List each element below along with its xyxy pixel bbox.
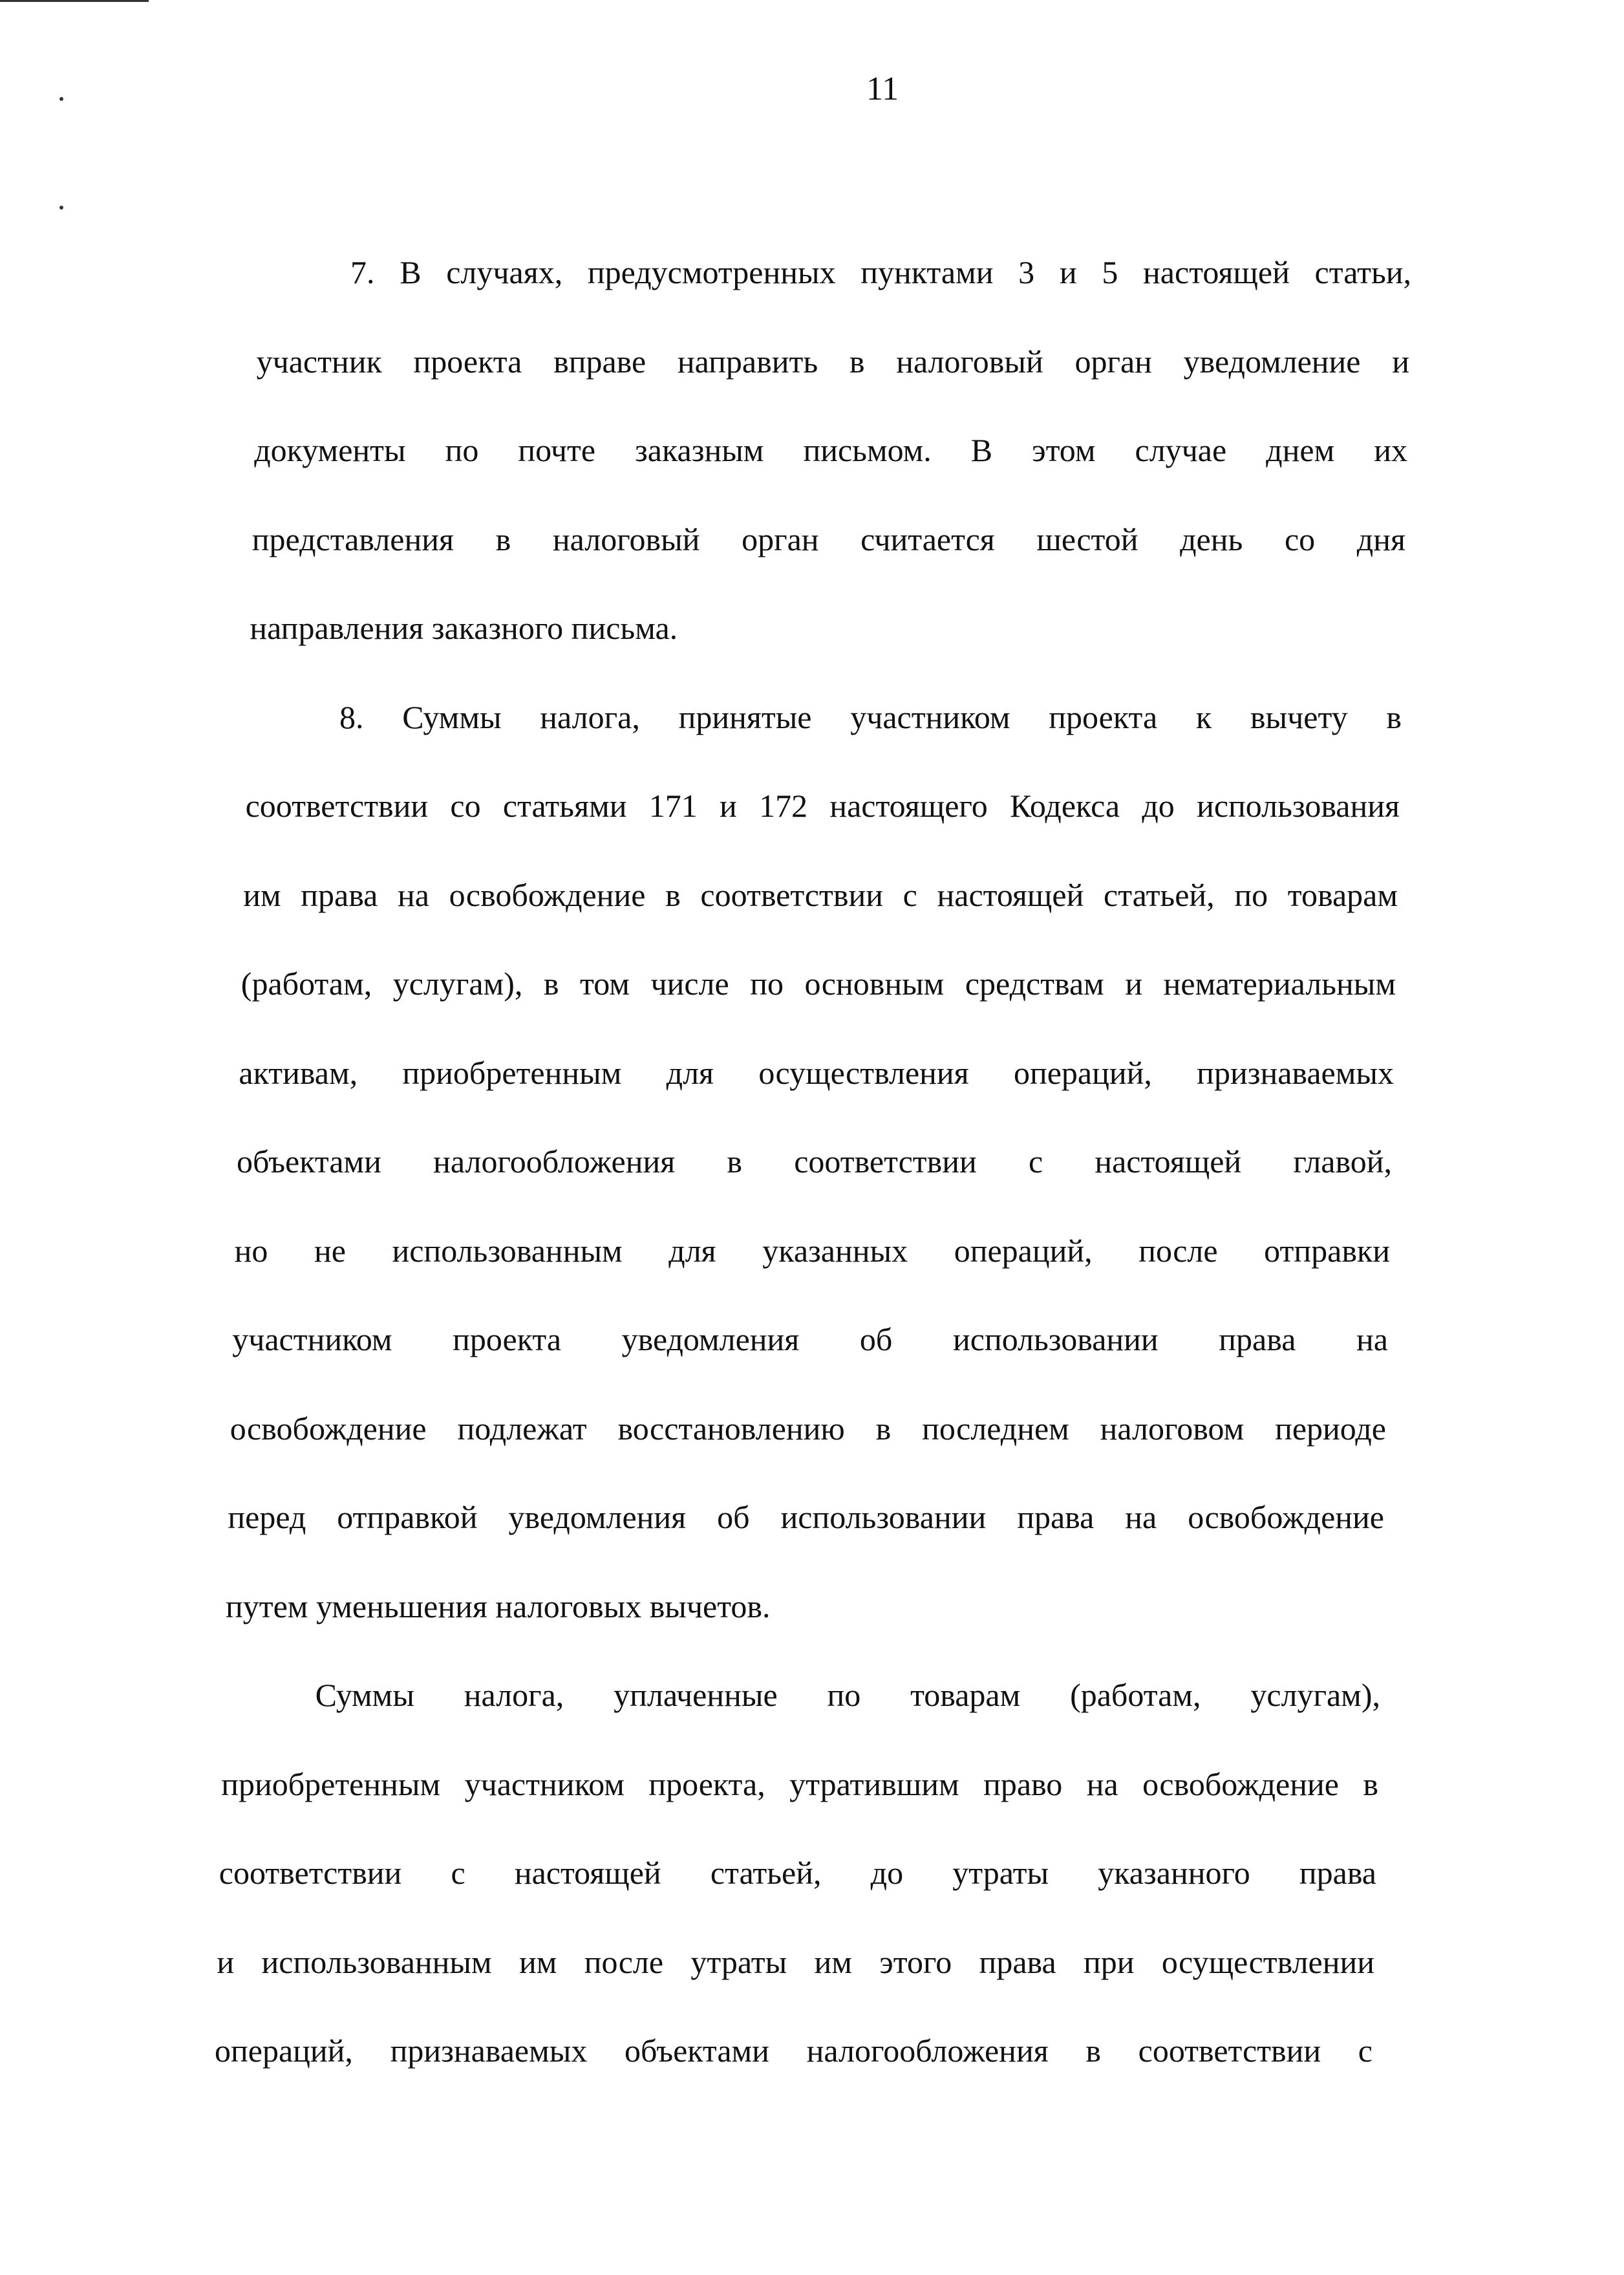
page-number: 11 (866, 70, 899, 107)
text-line: документы по почте заказным письмом. В этом случае днем их (254, 432, 1407, 468)
text-line: перед отправкой уведомления об использовании права на освобождение (228, 1499, 1384, 1535)
text-line: освобождение подлежат восстановлению в последнем налоговом периоде (230, 1410, 1386, 1447)
scan-speck (59, 97, 63, 101)
text-line: 7. В случаях, предусмотренных пунктами 3 и 5 настоящей статьи, (350, 254, 1411, 290)
text-line: соответствии с настоящей статьей, до утраты указанного права (219, 1855, 1376, 1891)
text-line: им права на освобождение в соответствии с настоящей статьей, по товарам (243, 876, 1398, 913)
text-line: путем уменьшения налоговых вычетов. (226, 1588, 771, 1624)
scan-speck (59, 206, 63, 210)
text-line: объектами налогообложения в соответствии с настоящей главой, (237, 1143, 1392, 1180)
scan-edge-mark (0, 0, 149, 2)
text-line: приобретенным участником проекта, утратившим право на освобождение в (221, 1765, 1378, 1802)
text-line: участником проекта уведомления об использовании права на (232, 1321, 1388, 1357)
text-line: Суммы налога, уплаченные по товарам (работам, услугам), (315, 1677, 1380, 1713)
text-line: участник проекта вправе направить в налоговый орган уведомление и (256, 343, 1409, 380)
text-line: представления в налоговый орган считается шестой день со дня (251, 521, 1405, 557)
text-line: операций, признаваемых объектами налогообложения в соответствии с (215, 2032, 1373, 2069)
text-line: активам, приобретенным для осуществления операций, признаваемых (239, 1054, 1394, 1091)
text-line: 8. Суммы налога, принятые участником проекта к вычету в (339, 698, 1402, 735)
text-line: соответствии со статьями 171 и 172 настоящего Кодекса до использования (245, 788, 1400, 824)
text-line: (работам, услугам), в том числе по основным средствам и нематериальным (240, 965, 1396, 1002)
text-line: и использованным им после утраты им этого права при осуществлении (217, 1943, 1374, 1980)
text-line: но не использованным для указанных операций, после отправки (234, 1232, 1390, 1269)
text-line: направления заказного письма. (250, 610, 678, 646)
